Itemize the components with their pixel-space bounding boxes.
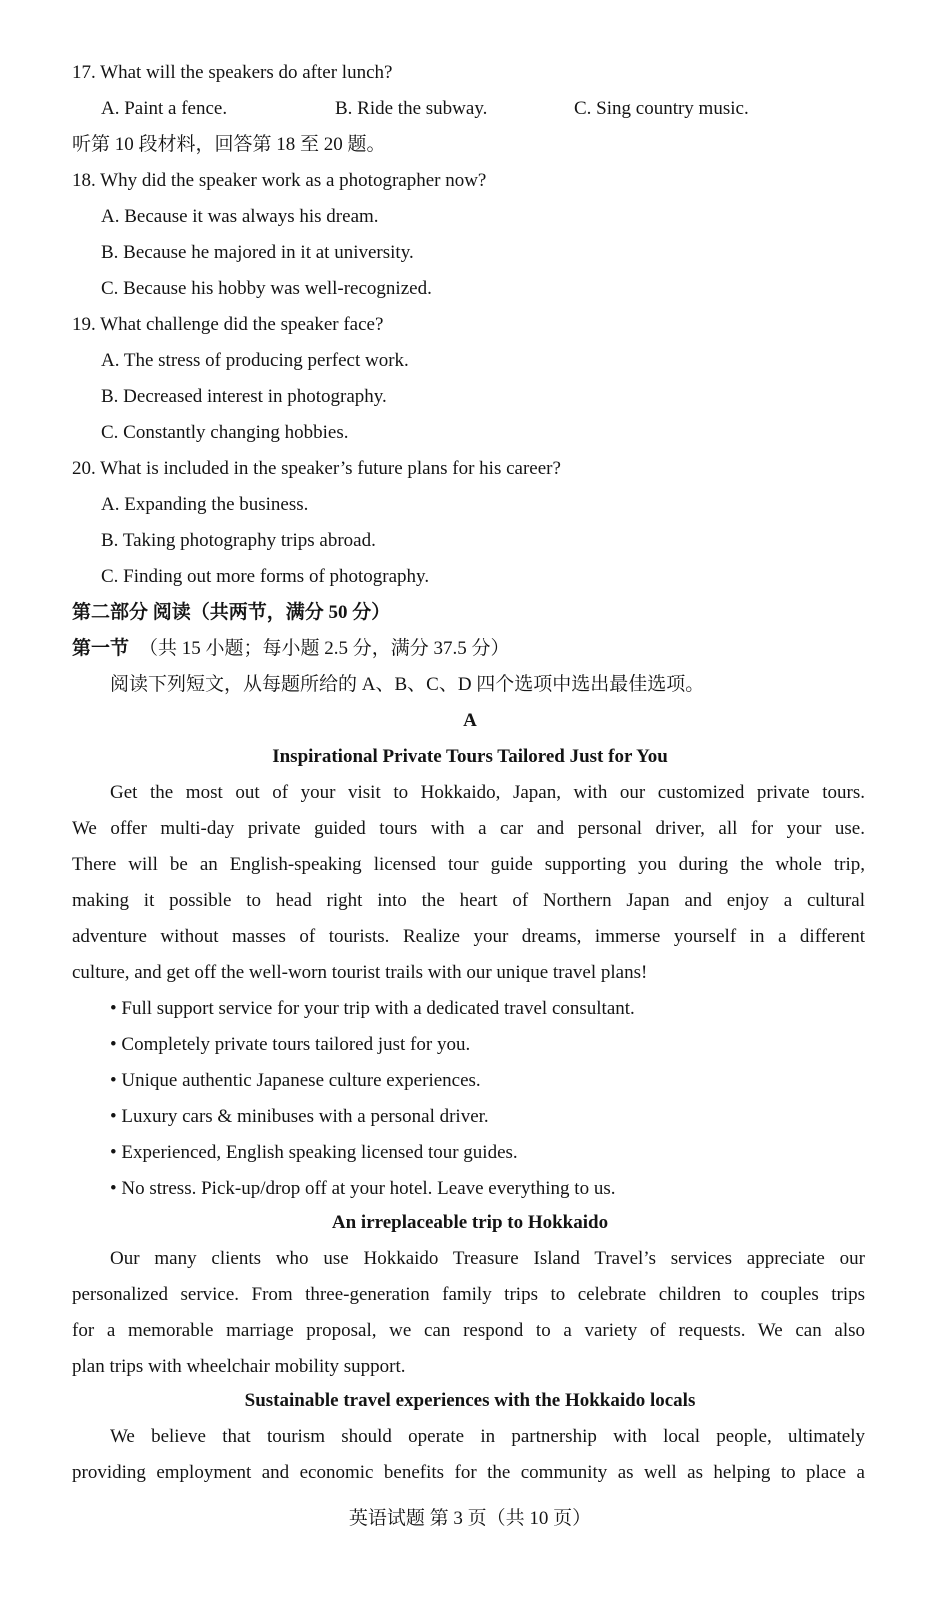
intro-line-3: There will be an English-speaking licensed tour guide supporting you during the whole trip, (72, 854, 865, 875)
subheading-sustainable-travel: Sustainable travel experiences with the Hokkaido locals (244, 1390, 696, 1411)
feature-bullet: • No stress. Pick-up/drop off at your hotel. Leave everything to us. (110, 1176, 615, 1202)
question-18-stem: 18. Why did the speaker work as a photographer now? (72, 170, 487, 191)
para2-line-1: Our many clients who use Hokkaido Treasure Island Travel’s services appreciate our (110, 1248, 865, 1269)
section-one-heading-row (72, 636, 510, 662)
feature-bullet: • Luxury cars & minibuses with a personal driver. (110, 1104, 489, 1130)
subheading-irreplaceable-trip: An irreplaceable trip to Hokkaido (331, 1212, 609, 1233)
question-20-option-c: C. Finding out more forms of photography. (101, 566, 430, 587)
intro-line-5: adventure without masses of tourists. Realize your dreams, immerse yourself in a different (72, 926, 865, 947)
question-20-stem: 20. What is included in the speaker’s future plans for his career? (72, 458, 561, 479)
section-one-note: （共 15 小题；每小题 2.5 分，满分 37.5 分） (139, 638, 510, 659)
page-footer: 英语试题 第 3 页（共 10 页） (348, 1508, 592, 1529)
instruction-18-20: 听第 10 段材料，回答第 18 至 20 题。 (72, 134, 386, 155)
question-18-option-a: A. Because it was always his dream. (101, 206, 379, 227)
question-17-options (101, 96, 821, 122)
question-17-option-a: A. Paint a fence. (101, 98, 228, 119)
intro-line-1: Get the most out of your visit to Hokkaido, Japan, with our customized private tours. (110, 782, 865, 803)
question-18-option-b: B. Because he majored in it at university. (101, 242, 414, 263)
question-17-option-c: C. Sing country music. (574, 98, 749, 119)
part-two-heading: 第二部分 阅读（共两节，满分 50 分） (72, 602, 391, 623)
para2-line-4: plan trips with wheelchair mobility support. (72, 1356, 406, 1377)
passage-letter: A (463, 710, 477, 731)
feature-bullet: • Full support service for your trip with a dedicated travel consultant. (110, 996, 635, 1022)
question-17-stem: 17. What will the speakers do after lunch? (72, 62, 393, 83)
passage-title: Inspirational Private Tours Tailored Just for You (272, 746, 668, 767)
question-19-option-a: A. The stress of producing perfect work. (101, 350, 409, 371)
para3-line-2: providing employment and economic benefits for the community as well as helping to place a (72, 1462, 865, 1483)
intro-line-4: making it possible to head right into the heart of Northern Japan and enjoy a cultural (72, 890, 865, 911)
feature-bullet: • Experienced, English speaking licensed tour guides. (110, 1140, 518, 1166)
intro-line-2: We offer multi-day private guided tours with a car and personal driver, all for your use. (72, 818, 865, 839)
para2-line-2: personalized service. From three-generation family trips to celebrate children to couples trips (72, 1284, 865, 1305)
section-one-heading: 第一节 (72, 638, 130, 659)
question-18-option-c: C. Because his hobby was well-recognized. (101, 278, 432, 299)
question-19-option-c: C. Constantly changing hobbies. (101, 422, 349, 443)
question-20-option-b: B. Taking photography trips abroad. (101, 530, 376, 551)
feature-bullet: • Unique authentic Japanese culture experiences. (110, 1068, 481, 1094)
question-20-option-a: A. Expanding the business. (101, 494, 309, 515)
para3-line-1: We believe that tourism should operate in partnership with local people, ultimately (110, 1426, 865, 1447)
reading-instruction: 阅读下列短文，从每题所给的 A、B、C、D 四个选项中选出最佳选项。 (110, 674, 705, 695)
question-19-stem: 19. What challenge did the speaker face? (72, 314, 384, 335)
question-19-option-b: B. Decreased interest in photography. (101, 386, 387, 407)
intro-line-6: culture, and get off the well-worn tourist trails with our unique travel plans! (72, 962, 648, 983)
feature-bullet: • Completely private tours tailored just for you. (110, 1032, 470, 1058)
para2-line-3: for a memorable marriage proposal, we can respond to a variety of requests. We can also (72, 1320, 865, 1341)
question-17-option-b: B. Ride the subway. (335, 98, 488, 119)
